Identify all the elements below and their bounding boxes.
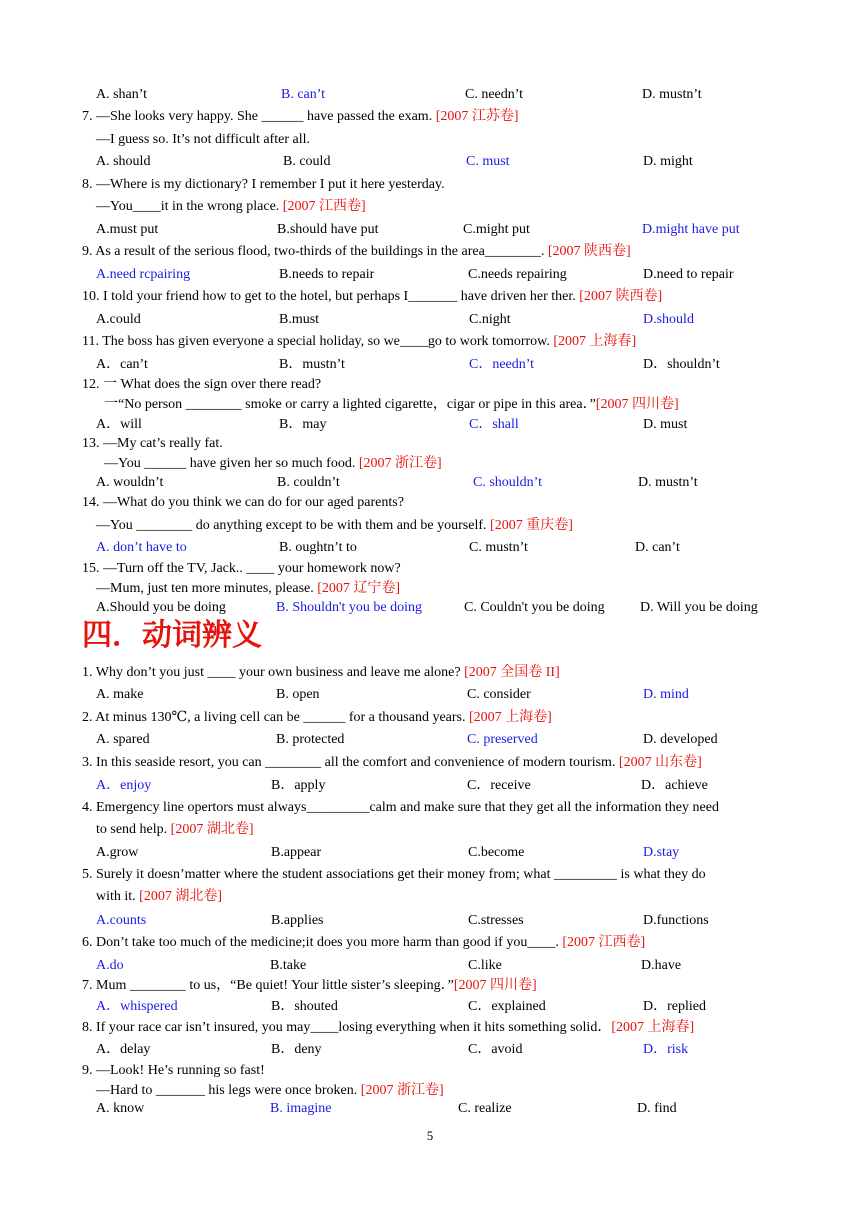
question-stem: 12. 一 What does the sign over there read? xyxy=(82,377,322,392)
question-stem: 9. As a result of the serious flood, two-thirds of the buildings in the area________. [2007 陕西卷] xyxy=(82,244,631,259)
option-a: A.grow xyxy=(96,845,139,860)
option-c: C．avoid xyxy=(468,1042,523,1057)
option-b: B.applies xyxy=(271,913,324,928)
source-tag: [2007 重庆卷] xyxy=(490,518,573,533)
option-a: A. spared xyxy=(96,732,150,747)
option-b-answer: B. imagine xyxy=(270,1101,332,1116)
dialog-line: —I guess so. It’s not difficult after all. xyxy=(96,132,310,147)
stem-continuation: to send help. [2007 湖北卷] xyxy=(96,822,254,837)
question-stem: 7. —She looks very happy. She ______ have passed the exam. [2007 江苏卷] xyxy=(82,109,519,124)
source-tag: [2007 江苏卷] xyxy=(435,109,519,124)
source-tag: [2007 四川卷] xyxy=(595,397,679,412)
option-d: D. Will you be doing xyxy=(640,600,758,615)
source-tag: [2007 湖北卷] xyxy=(170,822,254,837)
source-tag: [2007 全国卷 II] xyxy=(464,665,560,680)
option-c: C. Couldn't you be doing xyxy=(464,600,605,615)
option-c: C.might put xyxy=(463,222,530,237)
option-a: A．delay xyxy=(96,1042,151,1057)
option-b-answer: B. Shouldn't you be doing xyxy=(276,600,423,615)
dialog-line: —You ______ have given her so much food. [2007 浙江卷] xyxy=(104,456,442,471)
option-b: B. couldn’t xyxy=(277,475,340,490)
option-d: D. developed xyxy=(643,732,718,747)
option-a: A. know xyxy=(96,1101,145,1116)
option-b: B.take xyxy=(270,958,307,973)
dialog-line: 一“No person ________ smoke or carry a lighted cigarette，cigar or pipe in this area．”[2007 四川卷] xyxy=(104,397,679,412)
option-c-answer: C. must xyxy=(466,154,510,169)
question-stem: 1. Why don’t you just ____ your own business and leave me alone? [2007 全国卷 II] xyxy=(82,665,560,680)
source-tag: [2007 辽宁卷] xyxy=(317,581,401,596)
option-c: C.stresses xyxy=(468,913,524,928)
option-c: C.like xyxy=(468,958,502,973)
question-stem: 15. —Turn off the TV, Jack.. ____ your homework now? xyxy=(82,561,401,576)
option-b: B．mustn’t xyxy=(279,357,345,372)
option-c: C．explained xyxy=(468,999,546,1014)
option-d-answer: D．risk xyxy=(643,1042,689,1057)
dialog-line: —You ________ do anything except to be with them and be yourself. [2007 重庆卷] xyxy=(96,518,573,533)
question-stem: 6. Don’t take too much of the medicine;it does you more harm than good if you____. [2007 江西卷] xyxy=(82,935,646,950)
source-tag: [2007 陕西卷] xyxy=(579,289,663,304)
option-b: B. protected xyxy=(276,732,345,747)
option-b: B.should have put xyxy=(277,222,379,237)
option-d: D. must xyxy=(643,417,688,432)
source-tag: [2007 浙江卷] xyxy=(358,456,442,471)
option-a-answer: A.counts xyxy=(96,913,147,928)
question-stem: 2. At minus 130℃, a living cell can be ______ for a thousand years. [2007 上海卷] xyxy=(82,710,552,725)
option-d: D．shouldn’t xyxy=(643,357,720,372)
dialog-line: —You____it in the wrong place. [2007 江西卷] xyxy=(96,199,366,214)
option-d-answer: D.should xyxy=(643,312,694,327)
question-stem: 7. Mum ________ to us，“Be quiet! Your little sister’s sleeping．”[2007 四川卷] xyxy=(82,978,537,993)
option-b: B．apply xyxy=(271,778,326,793)
option-c: C. needn’t xyxy=(465,87,524,102)
option-b: B. oughtn’t to xyxy=(279,540,357,555)
dialog-line: —Mum, just ten more minutes, please. [2007 辽宁卷] xyxy=(96,581,401,596)
dialog-line: —Hard to _______ his legs were once broken. [2007 浙江卷] xyxy=(96,1083,444,1098)
option-a: A．can’t xyxy=(96,357,148,372)
source-tag: [2007 江西卷] xyxy=(282,199,366,214)
option-c: C．receive xyxy=(467,778,531,793)
option-d: D．achieve xyxy=(641,778,708,793)
option-b: B.must xyxy=(279,312,320,327)
stem-continuation: with it. [2007 湖北卷] xyxy=(96,889,222,904)
option-a: A. should xyxy=(96,154,151,169)
option-d: D. mustn’t xyxy=(642,87,702,102)
option-d-answer: D. mind xyxy=(643,687,689,702)
source-tag: [2007 四川卷] xyxy=(453,978,537,993)
option-c-answer: C. shouldn’t xyxy=(473,475,542,490)
question-stem: 4. Emergency line opertors must always_________calm and make sure that they get all the information they need xyxy=(82,800,719,815)
option-b-answer: B. can’t xyxy=(281,87,326,102)
question-stem: 14. —What do you think we can do for our aged parents? xyxy=(82,495,404,510)
option-a: A. wouldn’t xyxy=(96,475,164,490)
source-tag: [2007 江西卷] xyxy=(562,935,646,950)
source-tag: [2007 上海春] xyxy=(611,1020,695,1035)
option-c-answer: C．needn’t xyxy=(469,357,535,372)
question-stem: 10. I told your friend how to get to the hotel, but perhaps I_______ have driven her ther. [2007 陕西卷] xyxy=(82,289,663,304)
source-tag: [2007 浙江卷] xyxy=(360,1083,444,1098)
option-b: B. open xyxy=(276,687,320,702)
option-a-answer: A.need rcpairing xyxy=(96,267,191,282)
option-b: B.needs to repair xyxy=(279,267,375,282)
option-c-answer: C. preserved xyxy=(467,732,538,747)
option-d: D.have xyxy=(641,958,682,973)
question-stem: 3. In this seaside resort, you can ________ all the comfort and convenience of modern tourism. [2007 山东卷] xyxy=(82,755,702,770)
option-d-answer: D.stay xyxy=(643,845,680,860)
option-d: D. can’t xyxy=(635,540,680,555)
option-a-answer: A. don’t have to xyxy=(96,540,187,555)
option-c-answer: C．shall xyxy=(469,417,519,432)
option-b: B．shouted xyxy=(271,999,338,1014)
option-d-answer: D.might have put xyxy=(642,222,740,237)
option-a: A. make xyxy=(96,687,144,702)
page-number: 5 xyxy=(426,1128,434,1143)
option-a: A.could xyxy=(96,312,141,327)
source-tag: [2007 湖北卷] xyxy=(139,889,222,904)
question-stem: 8. —Where is my dictionary? I remember I put it here yesterday. xyxy=(82,177,445,192)
source-tag: [2007 上海卷] xyxy=(468,710,552,725)
option-c: C. consider xyxy=(467,687,531,702)
section-heading: 四．动词辨义 xyxy=(82,618,262,653)
option-a-answer: A.do xyxy=(96,958,124,973)
question-stem: 11. The boss has given everyone a special holiday, so we____go to work tomorrow. [2007 上海春] xyxy=(82,334,637,349)
source-tag: [2007 上海春] xyxy=(553,334,637,349)
option-d: D.need to repair xyxy=(643,267,734,282)
option-b: B. could xyxy=(283,154,331,169)
option-c: C. realize xyxy=(458,1101,512,1116)
option-b: B．deny xyxy=(271,1042,322,1057)
source-tag: [2007 山东卷] xyxy=(618,755,702,770)
option-a: A. shan’t xyxy=(96,87,148,102)
question-stem: 13. —My cat’s really fat. xyxy=(82,436,223,451)
option-a: A.Should you be doing xyxy=(96,600,226,615)
option-a-answer: A．enjoy xyxy=(96,778,152,793)
option-d: D．replied xyxy=(643,999,706,1014)
option-d: D. find xyxy=(637,1101,677,1116)
option-d: D. mustn’t xyxy=(638,475,698,490)
option-b: B．may xyxy=(279,417,327,432)
question-stem: 9. —Look! He’s running so fast! xyxy=(82,1063,265,1078)
option-a-answer: A．whispered xyxy=(96,999,178,1014)
option-c: C.night xyxy=(469,312,511,327)
option-c: C. mustn’t xyxy=(469,540,528,555)
option-a: A．will xyxy=(96,417,142,432)
option-d: D. might xyxy=(643,154,693,169)
option-a: A.must put xyxy=(96,222,159,237)
option-c: C.become xyxy=(468,845,525,860)
question-stem: 5. Surely it doesn’matter where the student associations get their money from; what _________ is what they do xyxy=(82,867,706,882)
option-c: C.needs repairing xyxy=(468,267,567,282)
option-b: B.appear xyxy=(271,845,322,860)
option-d: D.functions xyxy=(643,913,709,928)
question-stem: 8. If your race car isn’t insured, you may____losing everything when it hits something solid．[2007 上海春] xyxy=(82,1020,695,1035)
source-tag: [2007 陕西卷] xyxy=(547,244,631,259)
